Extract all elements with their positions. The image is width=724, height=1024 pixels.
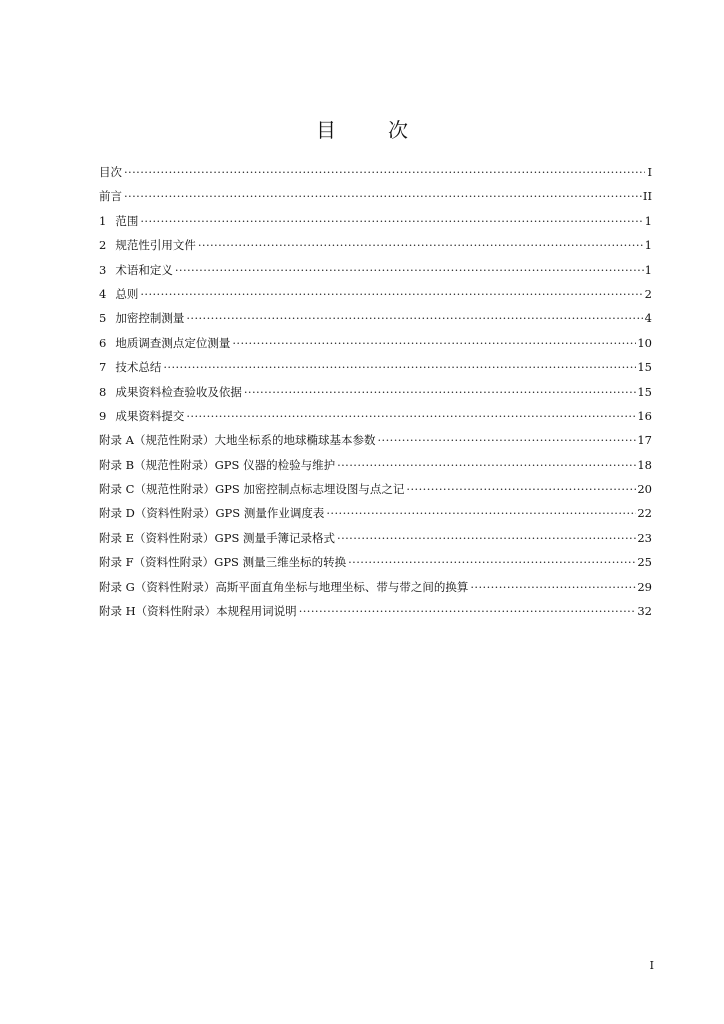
toc-leader (186, 404, 636, 428)
toc-entry-text: 成果资料提交 (115, 408, 185, 423)
toc-entry[interactable] (99, 550, 652, 574)
toc-entry[interactable] (99, 526, 652, 550)
toc-entry-text: 附录 B（规范性附录）GPS 仪器的检验与维护 (99, 457, 336, 472)
toc-entry-page: 4 (644, 311, 652, 326)
toc-entry-number: 3 (99, 262, 107, 277)
toc-entry[interactable] (99, 477, 652, 501)
toc-entry-number: 1 (99, 213, 107, 228)
toc-entry[interactable] (99, 404, 652, 428)
toc-leader (326, 501, 636, 525)
toc-entry-text: 附录 D（资料性附录）GPS 测量作业调度表 (99, 506, 325, 521)
toc-leader (348, 550, 636, 574)
toc-entry-page: 23 (637, 530, 652, 545)
toc-entry[interactable] (99, 331, 652, 355)
page-number: I (649, 959, 654, 972)
toc-entry-text: 加密控制测量 (115, 311, 185, 326)
toc-leader (140, 282, 643, 306)
toc-entry[interactable] (99, 258, 652, 282)
toc-entry-page: II (642, 189, 652, 204)
toc-entry-text: 地质调查测点定位测量 (115, 335, 231, 350)
toc-title-part1: 目 (316, 118, 336, 142)
toc-entry-text: 成果资料检查验收及依据 (115, 384, 242, 399)
toc-entry-page: 18 (637, 457, 652, 472)
table-of-contents (99, 160, 652, 623)
toc-entry-text: 技术总结 (115, 360, 162, 375)
toc-entry-page: 29 (637, 579, 652, 594)
toc-leader (186, 306, 643, 330)
toc-leader (163, 355, 636, 379)
toc-entry-page: 22 (637, 506, 652, 521)
toc-leader (175, 258, 644, 282)
toc-entry-text: 附录 H（资料性附录）本规程用词说明 (99, 604, 297, 619)
toc-entry[interactable] (99, 233, 652, 257)
toc-entry[interactable] (99, 575, 652, 599)
toc-entry[interactable] (99, 209, 652, 233)
toc-leader (124, 160, 645, 184)
toc-entry-number: 6 (99, 335, 107, 350)
toc-entry[interactable] (99, 306, 652, 330)
toc-entry-text: 规范性引用文件 (115, 238, 196, 253)
toc-leader (124, 184, 642, 208)
toc-entry-page: 1 (644, 238, 652, 253)
toc-entry[interactable] (99, 501, 652, 525)
toc-entry[interactable] (99, 599, 652, 623)
toc-entry-text: 总则 (115, 286, 139, 301)
toc-entry-text: 附录 A（规范性附录）大地坐标系的地球椭球基本参数 (99, 433, 376, 448)
toc-entry[interactable] (99, 453, 652, 477)
toc-entry-text: 目次 (99, 165, 122, 179)
toc-entry-text: 附录 E（资料性附录）GPS 测量手簿记录格式 (99, 530, 336, 545)
toc-leader (299, 599, 637, 623)
toc-entry-text: 术语和定义 (115, 262, 173, 277)
toc-entry-page: 1 (644, 262, 652, 277)
toc-entry-text: 附录 C（规范性附录）GPS 加密控制点标志埋设图与点之记 (99, 482, 405, 497)
toc-entry-page: 15 (637, 360, 652, 375)
toc-entry-page: 25 (637, 555, 652, 570)
toc-entry[interactable] (99, 160, 652, 184)
toc-entry-number: 2 (99, 238, 107, 253)
toc-entry-page: 15 (637, 384, 652, 399)
toc-entry[interactable] (99, 282, 652, 306)
toc-leader (470, 575, 636, 599)
toc-entry-page: 17 (637, 433, 652, 448)
toc-entry-page: 32 (637, 604, 652, 619)
toc-entry-number: 7 (99, 360, 107, 375)
toc-entry-page: 2 (644, 286, 652, 301)
toc-entry[interactable] (99, 184, 652, 208)
toc-entry-text: 范围 (115, 213, 139, 228)
toc-leader (140, 209, 643, 233)
toc-entry[interactable] (99, 428, 652, 452)
toc-leader (337, 526, 636, 550)
toc-entry-text: 前言 (99, 189, 122, 204)
toc-title (0, 116, 724, 144)
toc-leader (377, 428, 636, 452)
toc-entry-number: 4 (99, 286, 107, 301)
toc-entry-page: 20 (637, 482, 652, 497)
toc-entry-number: 5 (99, 311, 107, 326)
toc-entry[interactable] (99, 355, 652, 379)
toc-entry-text: 附录 F（资料性附录）GPS 测量三维坐标的转换 (99, 555, 347, 570)
toc-leader (406, 477, 636, 501)
toc-leader (198, 233, 644, 257)
toc-entry-page: 16 (637, 408, 652, 423)
toc-entry-page: 10 (637, 335, 652, 350)
toc-entry[interactable] (99, 380, 652, 404)
toc-leader (337, 453, 636, 477)
toc-leader (232, 331, 636, 355)
toc-entry-page: I (647, 165, 652, 179)
toc-entry-text: 附录 G（资料性附录）高斯平面直角坐标与地理坐标、带与带之间的换算 (99, 579, 469, 594)
toc-leader (244, 380, 637, 404)
toc-title-part2: 次 (388, 118, 408, 142)
toc-entry-number: 9 (99, 408, 107, 423)
toc-entry-page: 1 (644, 213, 652, 228)
toc-entry-number: 8 (99, 384, 107, 399)
